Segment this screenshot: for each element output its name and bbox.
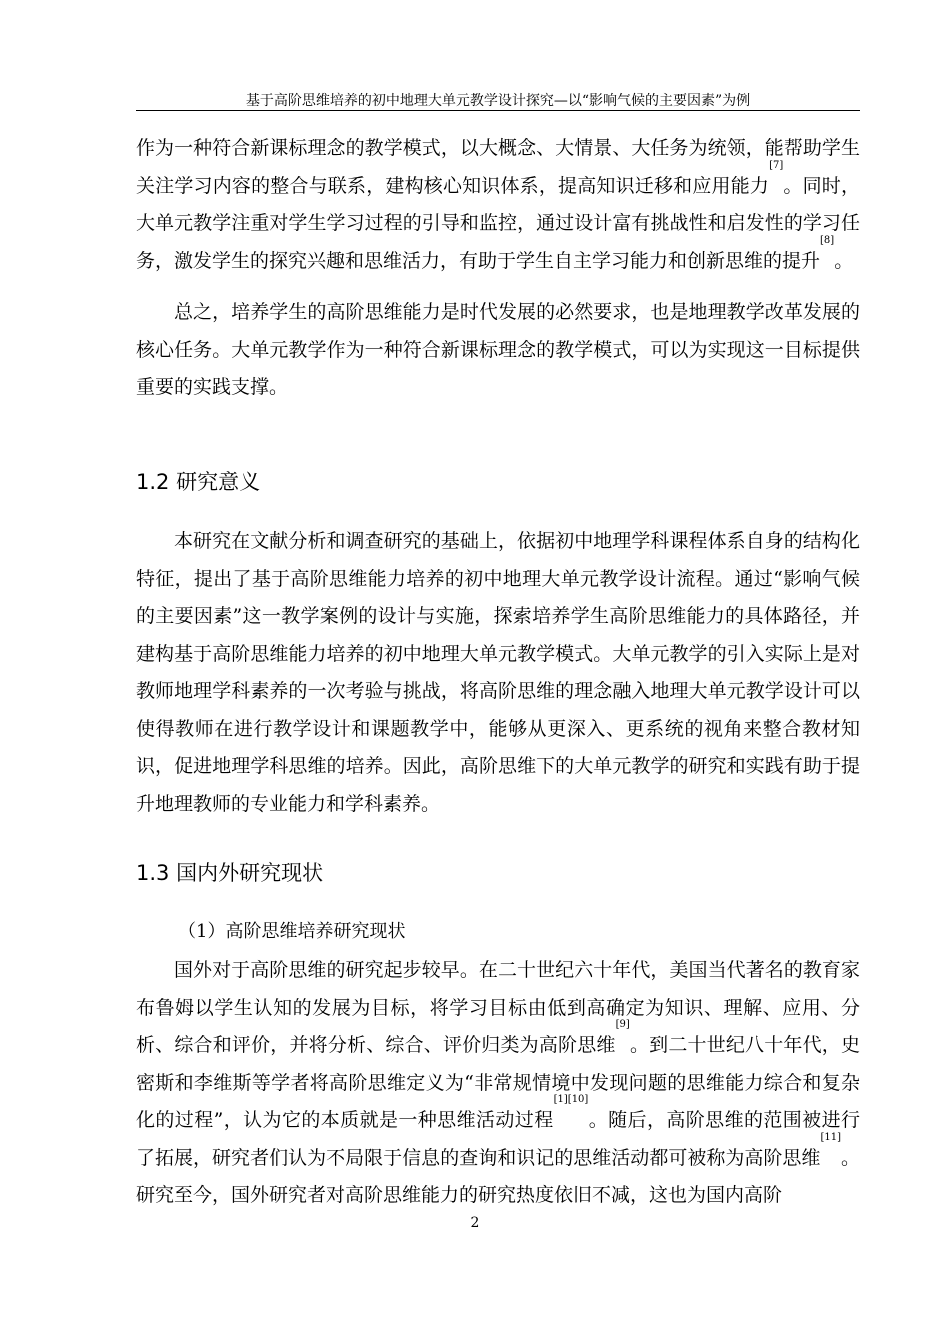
section-1-2-body xyxy=(136,523,860,823)
citation-8: [8] xyxy=(820,234,835,246)
intro-paragraph-1-text-b: 。同时，大单元教学注重对学生学习过程的引导和监控，通过设计富有挑战性和启发性的学习任务，激发学生的探究兴趣和思维活力，有助于学生自主学习能力和创新思维的提升 xyxy=(136,174,860,272)
section-1-3-text-d: 。研究至今，国外研究者对高阶思维能力的研究热度依旧不减，这也为国内高阶 xyxy=(136,1146,860,1206)
section-1-3-text-b: 。到二十世纪八十年代，史密斯和李维斯等学者将高阶思维定义为“非常规情境中发现问题的思维能力综合和复杂化的过程”，认为它的本质就是一种思维活动过程 xyxy=(136,1034,860,1131)
citation-1-10: [1][10] xyxy=(553,1094,589,1105)
section-1-3-text-c: 。随后，高阶思维的范围被进行了拓展，研究者们认为不局限于信息的查询和识记的思维活动都可被称为高阶思维 xyxy=(136,1109,860,1169)
intro-paragraph-1-text-a: 作为一种符合新课标理念的教学模式，以大概念、大情景、大任务为统领，能帮助学生关注学习内容的整合与联系，建构核心知识体系，提高知识迁移和应用能力 xyxy=(136,137,860,197)
running-header: 基于高阶思维培养的初中地理大单元教学设计探究—以“影响气候的主要因素”为例 xyxy=(245,93,751,109)
intro-block xyxy=(136,130,860,407)
section-heading-1-2: 1.2 研究意义 xyxy=(136,470,261,494)
section-1-3-text-a: 国外对于高阶思维的研究起步较早。在二十世纪六十年代，美国当代著名的教育家布鲁姆以学生认知的发展为目标，将学习目标由低到高确定为知识、理解、应用、分析、综合和评价，并将分析、综合、评价归类为高阶思维 xyxy=(136,959,860,1056)
section-1-3-paragraph xyxy=(136,952,860,1215)
section-1-3-body xyxy=(136,952,860,1215)
citation-11: [11] xyxy=(820,1131,841,1143)
subsection-heading: （1）高阶思维培养研究现状 xyxy=(178,921,406,942)
citation-9: [9] xyxy=(615,1019,630,1030)
intro-paragraph-1-text-c: 。 xyxy=(834,249,854,272)
citation-7: [7] xyxy=(769,159,784,171)
header-rule xyxy=(136,110,860,111)
section-1-2-paragraph: 本研究在文献分析和调查研究的基础上，依据初中地理学科课程体系自身的结构化特征，提出了基于高阶思维能力培养的初中地理大单元教学设计流程。通过“影响气候的主要因素”这一教学案例的设计与实施，探索培养学生高阶思维能力的具体路径，并建构基于高阶思维能力培养的初中地理大单元教学模式。大单元教学的引入实际上是对教师地理学科素养的一次考验与挑战，将高阶思维的理念融入地理大单元教学设计可以使得教师在进行教学设计和课题教学中，能够从更深入、更系统的视角来整合教材知识，促进地理学科思维的培养。因此，高阶思维下的大单元教学的研究和实践有助于提升地理教师的专业能力和学科素养。 xyxy=(136,530,860,815)
section-heading-1-3: 1.3 国内外研究现状 xyxy=(136,861,324,885)
intro-paragraph-2: 总之，培养学生的高阶思维能力是时代发展的必然要求，也是地理教学改革发展的核心任务。大单元教学作为一种符合新课标理念的教学模式，可以为实现这一目标提供重要的实践支撑。 xyxy=(136,301,860,398)
intro-paragraph-1 xyxy=(136,130,860,280)
page-number: 2 xyxy=(470,1215,480,1231)
